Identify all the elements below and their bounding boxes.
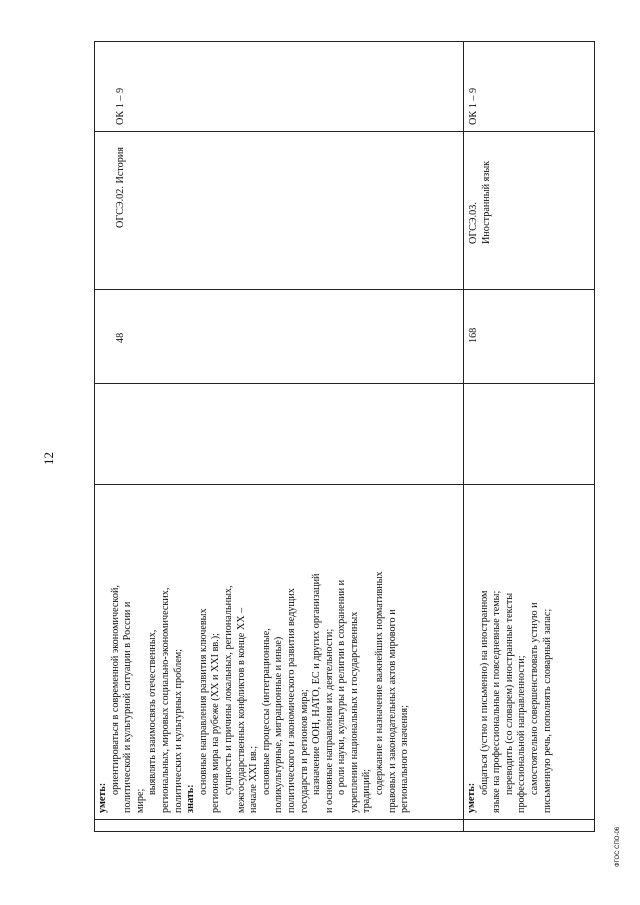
row-divider — [463, 41, 464, 832]
row-1-competencies — [115, 88, 128, 125]
column-divider — [94, 289, 595, 290]
desc-line: правовых и законодательных актов мирового и — [386, 609, 398, 813]
desc-line: политической и культурной ситуации в России и — [122, 601, 134, 813]
desc-line: знать: — [185, 784, 197, 813]
desc-line: сущность и причины локальных, региональных, — [222, 585, 234, 795]
hours-value: 168 — [468, 327, 479, 343]
hours-value: 48 — [115, 332, 126, 343]
row-1-hours — [115, 333, 128, 343]
competencies-value: ОК 1 – 9 — [468, 87, 479, 125]
desc-line: основные направления развития ключевых — [197, 608, 209, 795]
desc-line: мире; — [134, 788, 146, 813]
desc-line: основные процессы (интеграционные, — [260, 628, 272, 795]
desc-line: поликультурные, миграционные и иные) — [273, 636, 285, 813]
desc-line: политических и культурных проблем; — [172, 649, 184, 813]
desc-line: политического и экономического развития ведущих — [285, 588, 297, 813]
row-2-hours — [468, 328, 481, 343]
desc-line: переводить (со словарем) иностранные тексты — [503, 592, 515, 795]
column-divider — [94, 819, 595, 820]
desc-line: межгосударственных конфликтов в конце XX – — [235, 607, 247, 813]
desc-line: региональных, мировых социально-экономических, — [159, 587, 171, 813]
page-number: 12 — [41, 452, 56, 465]
column-divider — [94, 131, 595, 132]
discipline-code: ОГСЭ.03. — [468, 202, 479, 244]
discipline-name: ОГСЭ.02. История — [115, 147, 126, 228]
desc-line: регионального значения; — [399, 705, 411, 813]
desc-line: государств и регионов мира; — [298, 689, 310, 813]
column-divider — [94, 484, 595, 485]
desc-line: ориентироваться в современной экономической, — [109, 585, 121, 795]
desc-line: регионов мира на рубеже (XX и XXI вв.); — [210, 633, 222, 813]
desc-line: традиций; — [361, 768, 373, 813]
desc-line: самостоятельно совершенствовать устную и — [528, 602, 540, 795]
desc-line: назначение ООН, НАТО, ЕС и других организаций — [311, 573, 323, 795]
desc-line: письменную речь, пополнять словарный запас; — [541, 608, 553, 813]
row-1-description — [97, 571, 412, 813]
desc-line: общаться (устно и письменно) на иностранном — [478, 590, 490, 795]
competencies-value: ОК 1 – 9 — [115, 87, 126, 125]
desc-line: укреплении национальных и государственных — [348, 611, 360, 813]
desc-line: языке на профессиональные и повседневные темы; — [491, 590, 503, 813]
desc-line: уметь: — [466, 782, 477, 813]
desc-line: начале XXI вв.; — [248, 745, 260, 813]
row-2-discipline — [468, 161, 493, 244]
row-2-competencies — [468, 88, 481, 125]
desc-line: о роли науки, культуры и религии в сохранении и — [336, 579, 348, 795]
row-2-description — [466, 591, 554, 814]
desc-line: выявлять взаимосвязь отечественных, — [147, 629, 159, 795]
row-1-discipline — [115, 147, 128, 228]
desc-line: профессиональной направленности; — [516, 655, 528, 813]
footer-label: ФГОС СПО-06 — [615, 826, 621, 867]
column-divider — [94, 383, 595, 384]
desc-line: и основные направления их деятельности; — [323, 628, 335, 813]
desc-line: уметь: — [97, 782, 108, 813]
desc-line: содержание и назначение важнейших нормативных — [374, 571, 386, 795]
discipline-name: Иностранный язык — [480, 160, 492, 244]
